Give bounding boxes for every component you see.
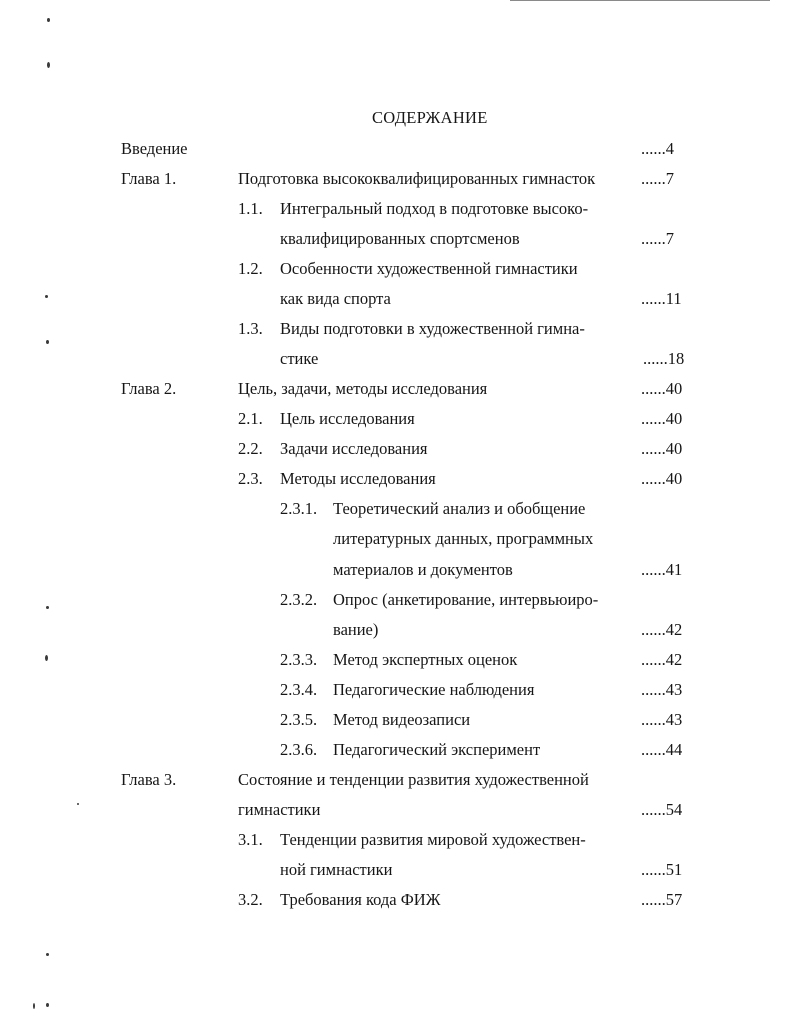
scan-speck (47, 62, 50, 68)
toc-entry-text: Задачи исследования (280, 439, 428, 458)
toc-entry-page: ......4 (641, 139, 674, 158)
toc-entry-page: ......18 (643, 349, 685, 368)
toc-entry-label: 2.3.6. (280, 740, 318, 759)
toc-entry-text: квалифицированных спортсменов (280, 229, 520, 248)
toc-entry-label: 2.3.4. (280, 680, 318, 699)
toc-entry-page: ......42 (641, 620, 683, 639)
scan-speck (46, 606, 49, 609)
toc-entry-text: Интегральный подход в подготовке высоко- (280, 199, 589, 218)
toc-entry-text: Введение (121, 139, 188, 158)
toc-entry-page: ......43 (641, 710, 683, 729)
scan-speck (46, 1003, 49, 1007)
toc-entry-page: ......40 (641, 469, 683, 488)
scan-speck (46, 340, 49, 344)
toc-entry-page: ......54 (641, 800, 683, 819)
toc-entry-label: 1.3. (238, 319, 263, 338)
toc-entry-text: Цель, задачи, методы исследования (238, 379, 488, 398)
toc-entry-page: ......11 (641, 289, 682, 308)
toc-entry-page: ......43 (641, 680, 683, 699)
toc-entry-page: ......57 (641, 890, 683, 909)
toc-entry-label: 2.2. (238, 439, 263, 458)
toc-entry-text: литературных данных, программных (333, 529, 594, 548)
toc-entry-text: как вида спорта (280, 289, 391, 308)
scan-line (510, 0, 770, 1)
toc-entry-label: 3.1. (238, 830, 263, 849)
toc-entry-text: Метод видеозаписи (333, 710, 471, 729)
toc-entry-page: ......42 (641, 650, 683, 669)
toc-entry-page: ......44 (641, 740, 683, 759)
toc-entry-page: ......40 (641, 379, 683, 398)
toc-entry-text: Требования кода ФИЖ (280, 890, 441, 909)
toc-entry-page: ......51 (641, 860, 683, 879)
toc-entry-page: ......7 (641, 169, 674, 188)
toc-entry-text: Состояние и тенденции развития художественной (238, 770, 589, 789)
toc-entry-page: ......41 (641, 560, 683, 579)
toc-entry-page: ......7 (641, 229, 674, 248)
scan-speck (45, 295, 48, 298)
scan-speck (77, 803, 79, 805)
toc-entry-label: 2.3.1. (280, 499, 318, 518)
toc-entry-text: Методы исследования (280, 469, 436, 488)
toc-entry-text: гимнастики (238, 800, 321, 819)
toc-entry-label: 3.2. (238, 890, 263, 909)
toc-entry-label: Глава 3. (121, 770, 177, 789)
toc-entry-text: Особенности художественной гимнастики (280, 259, 578, 278)
toc-entry-label: 2.3.5. (280, 710, 318, 729)
toc-entry-label: 2.1. (238, 409, 263, 428)
toc-entry-label: 2.3. (238, 469, 263, 488)
scan-speck (47, 18, 50, 22)
toc-entry-label: 1.1. (238, 199, 263, 218)
scan-speck (46, 953, 49, 956)
toc-entry-label: Глава 2. (121, 379, 177, 398)
toc-entry-page: ......40 (641, 409, 683, 428)
toc-entry-page: ......40 (641, 439, 683, 458)
toc-entry-text: Виды подготовки в художественной гимна- (280, 319, 585, 338)
toc-entry-label: 1.2. (238, 259, 263, 278)
toc-entry-label: Глава 1. (121, 169, 177, 188)
toc-entry-text: стике (280, 349, 319, 368)
toc-entry-text: Педагогический эксперимент (333, 740, 541, 759)
scan-speck (33, 1003, 35, 1009)
toc-entry-label: 2.3.3. (280, 650, 318, 669)
toc-entry-text: материалов и документов (333, 560, 513, 579)
toc-entry-text: вание) (333, 620, 379, 639)
toc-entry-text: Теоретический анализ и обобщение (333, 499, 586, 518)
toc-entry-text: Подготовка высококвалифицированных гимнасток (238, 169, 596, 188)
toc-entry-label: 2.3.2. (280, 590, 318, 609)
toc-entry-text: Тенденции развития мировой художествен- (280, 830, 586, 849)
toc-entry-text: Опрос (анкетирование, интервьюиро- (333, 590, 599, 609)
scan-speck (45, 655, 48, 661)
toc-entry-text: Метод экспертных оценок (333, 650, 518, 669)
toc-entry-text: Цель исследования (280, 409, 415, 428)
toc-entry-text: Педагогические наблюдения (333, 680, 535, 699)
toc-title: СОДЕРЖАНИЕ (372, 108, 488, 127)
toc-entry-text: ной гимнастики (280, 860, 393, 879)
